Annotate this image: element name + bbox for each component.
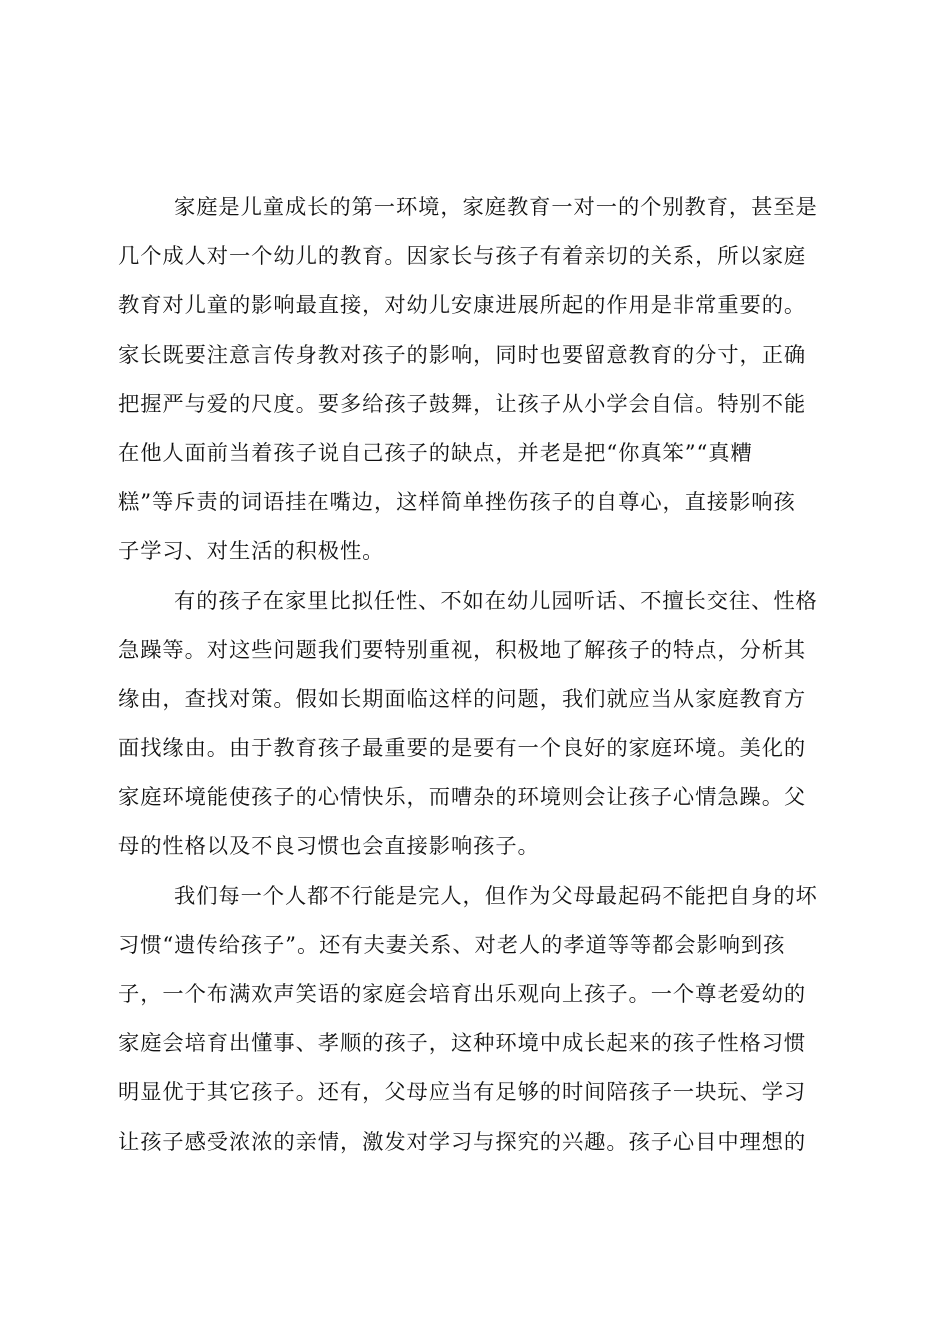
paragraph-2-line-3: 缘由，查找对策。假如长期面临这样的问题，我们就应当从家庭教育方 <box>118 686 807 712</box>
paragraph-1-line-2: 几个成人对一个幼儿的教育。因家长与孩子有着亲切的关系，所以家庭 <box>118 244 807 270</box>
paragraph-2-line-2: 急躁等。对这些问题我们要特别重视，积极地了解孩子的特点，分析其 <box>118 637 807 663</box>
paragraph-3-line-4: 家庭会培育出懂事、孝顺的孩子，这种环境中成长起来的孩子性格习惯 <box>118 1031 807 1057</box>
paragraph-3-line-5: 明显优于其它孩子。还有，父母应当有足够的时间陪孩子一块玩、学习 <box>118 1080 807 1106</box>
paragraph-1-line-4: 家长既要注意言传身教对孩子的影响，同时也要留意教育的分寸，正确 <box>118 342 807 368</box>
body-text <box>118 183 838 1167</box>
paragraph-3-line-1: 我们每一个人都不行能是完人，但作为父母最起码不能把自身的坏 <box>174 883 818 909</box>
paragraph-1-line-8: 子学习、对生活的积极性。 <box>118 539 385 565</box>
paragraph-2-line-1: 有的孩子在家里比拟任性、不如在幼儿园听话、不擅长交往、性格 <box>174 588 818 614</box>
paragraph-1-line-5: 把握严与爱的尺度。要多给孩子鼓舞，让孩子从小学会自信。特别不能 <box>118 391 807 417</box>
paragraph-1-line-3: 教育对儿童的影响最直接，对幼儿安康进展所起的作用是非常重要的。 <box>118 293 807 319</box>
paragraph-3-line-3: 子，一个布满欢声笑语的家庭会培育出乐观向上孩子。一个尊老爱幼的 <box>118 982 807 1007</box>
paragraph-1-line-7: 糕”等斥责的词语挂在嘴边，这样简单挫伤孩子的自尊心，直接影响孩 <box>118 490 796 516</box>
paragraph-3-line-6: 让孩子感受浓浓的亲情，激发对学习与探究的兴趣。孩子心目中理想的 <box>118 1129 807 1155</box>
paragraph-2-line-6: 母的性格以及不良习惯也会直接影响孩子。 <box>118 834 540 860</box>
paragraph-2-line-5: 家庭环境能使孩子的心情快乐，而嘈杂的环境则会让孩子心情急躁。父 <box>118 785 807 811</box>
paragraph-3-line-2: 习惯“遗传给孩子”。还有夫妻关系、对老人的孝道等等都会影响到孩 <box>118 932 786 958</box>
paragraph-1-line-6: 在他人面前当着孩子说自己孩子的缺点，并老是把“你真笨”“真糟 <box>118 440 753 466</box>
paragraph-2-line-4: 面找缘由。由于教育孩子最重要的是要有一个良好的家庭环境。美化的 <box>118 736 807 762</box>
paragraph-1-line-1: 家庭是儿童成长的第一环境，家庭教育一对一的个别教育，甚至是 <box>174 195 818 220</box>
